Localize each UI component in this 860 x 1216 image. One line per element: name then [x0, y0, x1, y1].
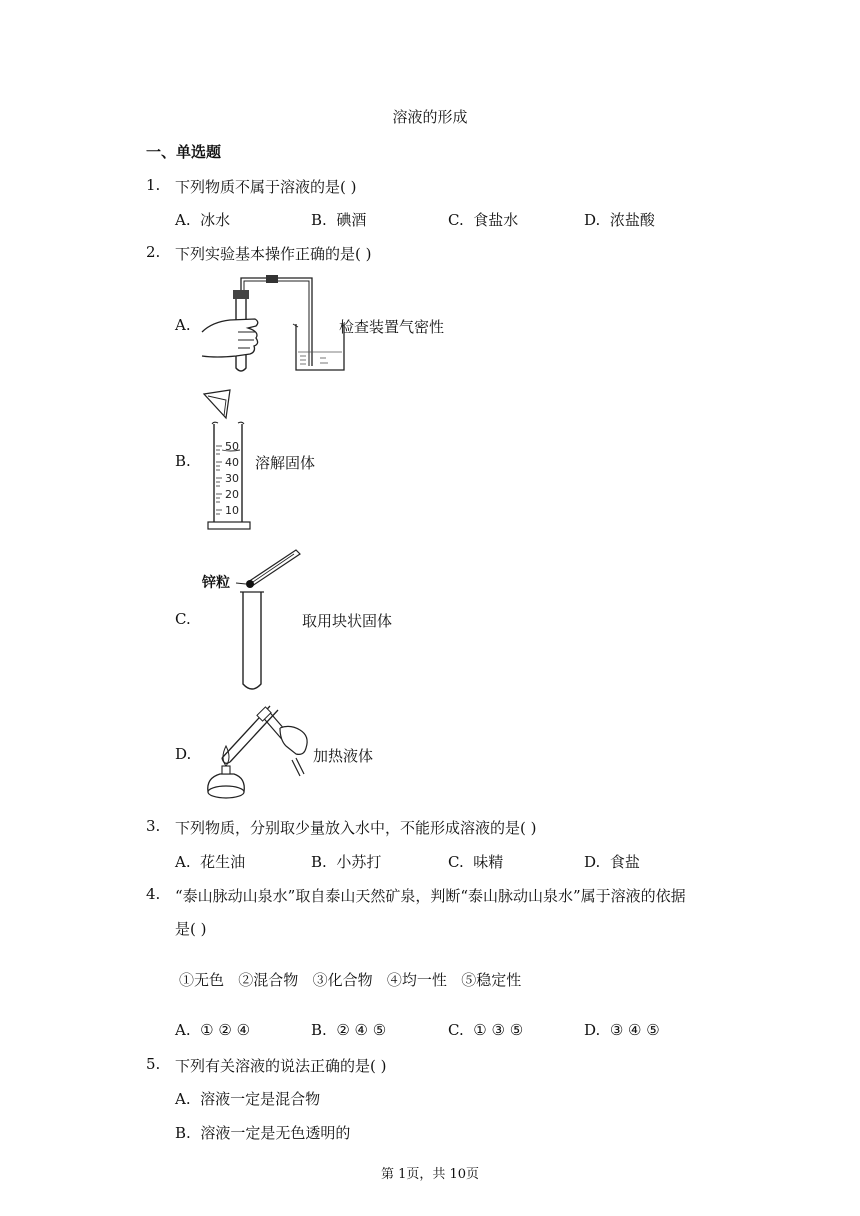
q4-option-c: C. ① ③ ⑤ — [448, 1021, 524, 1039]
q2-option-c-letter: C. — [175, 610, 191, 628]
q1-option-d: D. 浓盐酸 — [584, 211, 655, 229]
question-4-stem-line1: “泰山脉动山泉水”取自泰山天然矿泉，判断“泰山脉动山泉水”属于溶液的依据 — [175, 887, 686, 905]
q3-option-c: C. 味精 — [448, 853, 504, 871]
cylinder-tick-40: 40 — [225, 456, 239, 469]
q3-option-a: A. 花生油 — [175, 853, 246, 871]
question-4-choices: ①无色 ②混合物 ③化合物 ④均一性 ⑤稳定性 — [179, 971, 522, 989]
cylinder-tick-50: 50 — [225, 440, 239, 453]
question-1-number: 1. — [146, 176, 161, 194]
page-footer: 第 1页，共 10页 — [380, 1167, 480, 1182]
q3-option-b: B. 小苏打 — [311, 853, 382, 871]
question-3-number: 3. — [146, 817, 161, 835]
question-1-stem: 下列物质不属于溶液的是( ) — [175, 178, 357, 196]
q5-option-a: A. 溶液一定是混合物 — [175, 1090, 321, 1108]
heating-liquid-figure — [200, 700, 312, 804]
q5-option-b: B. 溶液一定是无色透明的 — [175, 1124, 351, 1142]
q2-option-b-letter: B. — [175, 452, 191, 470]
cylinder-tick-20: 20 — [225, 488, 239, 501]
q2-option-c-caption: 取用块状固体 — [302, 612, 393, 630]
zinc-label: 锌粒 — [202, 575, 230, 591]
q2-option-b-caption: 溶解固体 — [255, 454, 316, 472]
q4-option-d: D. ③ ④ ⑤ — [584, 1021, 660, 1039]
question-4-number: 4. — [146, 885, 161, 903]
q1-option-c: C. 食盐水 — [448, 211, 519, 229]
q1-option-a: A. 冰水 — [175, 211, 231, 229]
cylinder-tick-30: 30 — [225, 472, 239, 485]
question-2-stem: 下列实验基本操作正确的是( ) — [175, 245, 372, 263]
question-5-number: 5. — [146, 1055, 161, 1073]
airtightness-check-figure — [200, 272, 350, 376]
question-5-stem: 下列有关溶液的说法正确的是( ) — [175, 1057, 387, 1075]
q1-option-b: B. 碘酒 — [311, 211, 367, 229]
question-4-stem-line2: 是( ) — [175, 920, 207, 938]
q2-option-a-letter: A. — [175, 316, 191, 334]
question-3-stem: 下列物质，分别取少量放入水中，不能形成溶液的是( ) — [175, 819, 537, 837]
q4-option-b: B. ② ④ ⑤ — [311, 1021, 387, 1039]
q2-option-d-letter: D. — [175, 745, 192, 763]
section-heading: 一、单选题 — [146, 143, 222, 161]
page-title: 溶液的形成 — [392, 108, 468, 126]
question-2-number: 2. — [146, 243, 161, 261]
graduated-cylinder-figure — [200, 388, 260, 534]
q4-option-a: A. ① ② ④ — [175, 1021, 251, 1039]
q3-option-d: D. 食盐 — [584, 853, 640, 871]
test-tube-zinc-figure — [236, 544, 306, 694]
q2-option-a-caption: 检查装置气密性 — [339, 318, 445, 336]
q2-option-d-caption: 加热液体 — [313, 747, 374, 765]
cylinder-tick-10: 10 — [225, 504, 239, 517]
